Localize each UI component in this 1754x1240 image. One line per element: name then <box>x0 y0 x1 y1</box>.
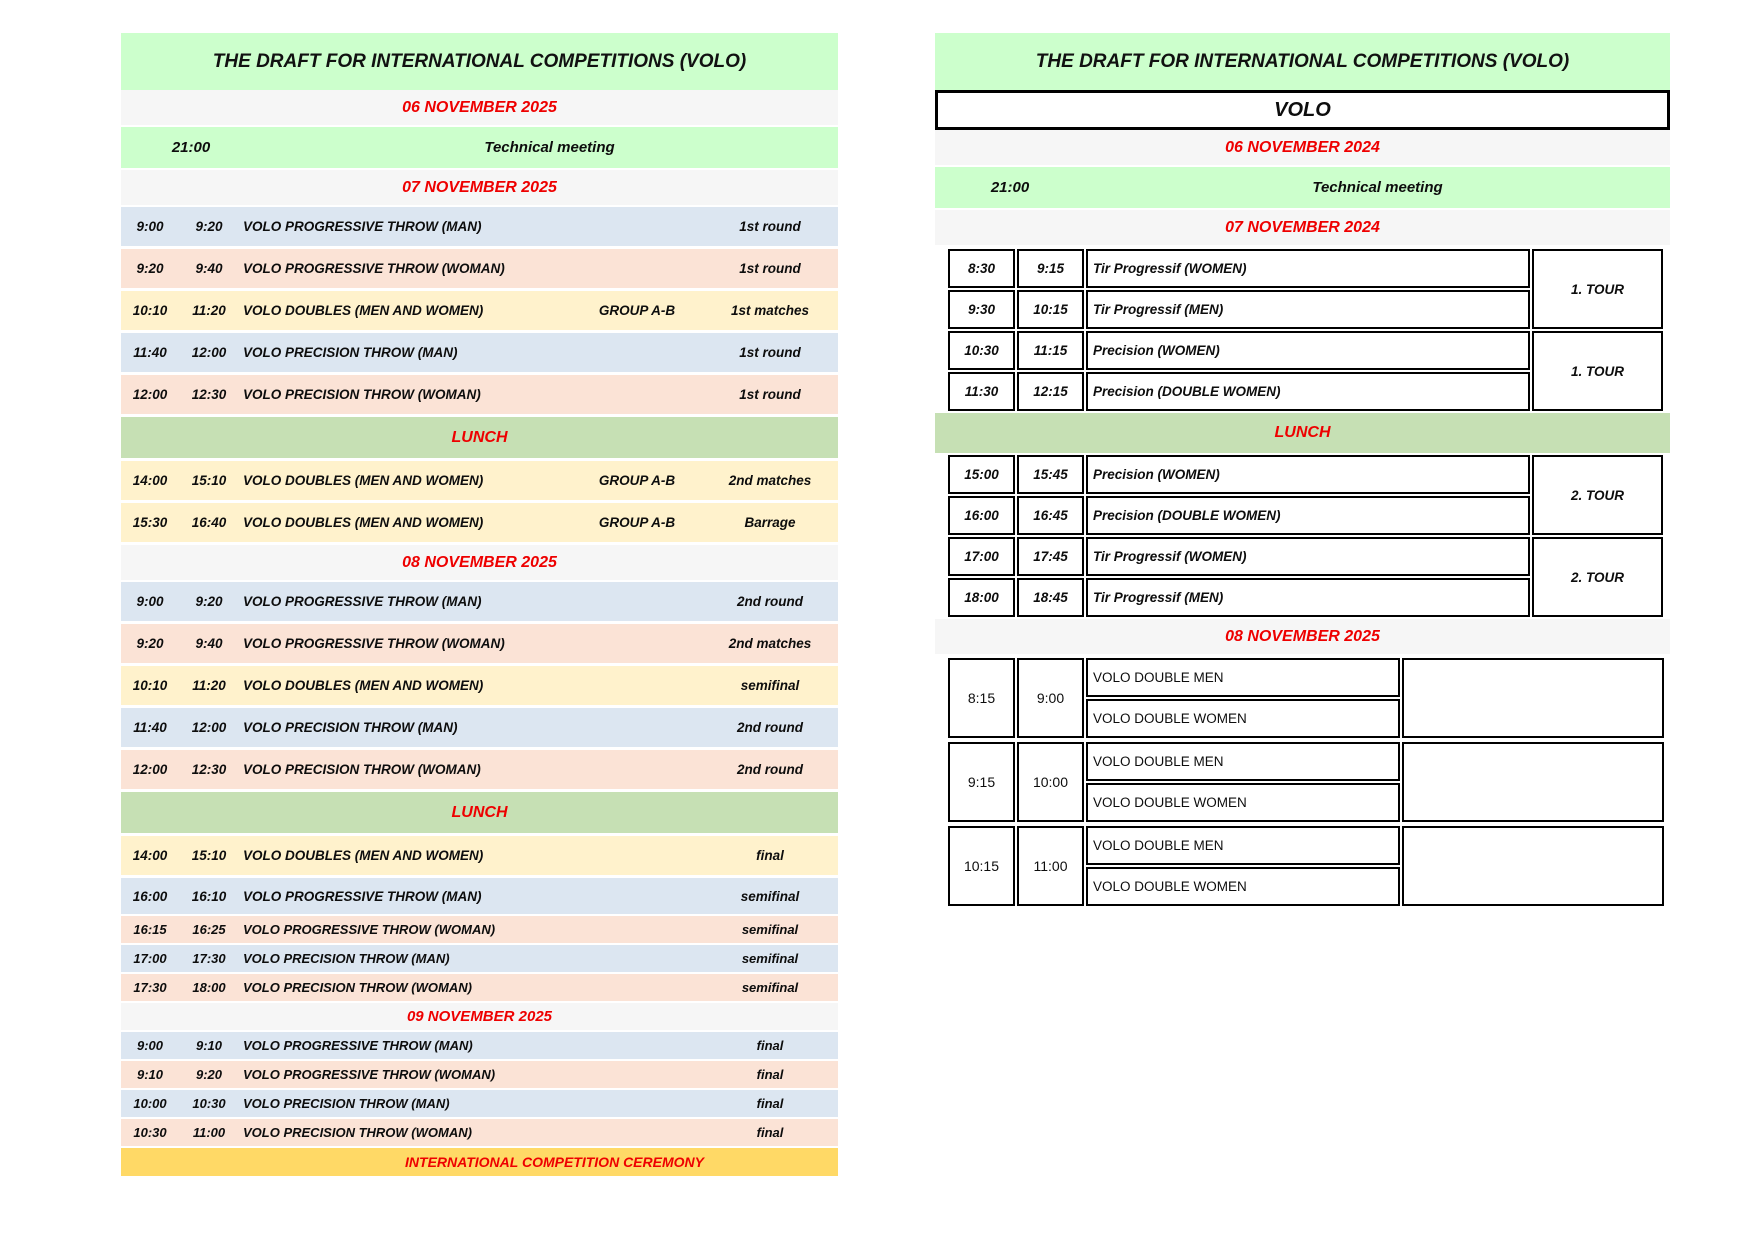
technical-meeting-row <box>935 167 1670 210</box>
end-time-cell: 10:00 <box>1017 742 1084 822</box>
schedule-row <box>121 624 838 666</box>
event-name-cell: VOLO PROGRESSIVE THROW (MAN) <box>243 219 482 234</box>
event-name-cell: VOLO PROGRESSIVE THROW (MAN) <box>243 888 482 904</box>
round-cell: semifinal <box>740 888 800 904</box>
schedule-row <box>121 333 838 375</box>
right-schedule-table <box>935 33 1670 908</box>
lunch-label: LUNCH <box>451 428 508 446</box>
end-time-cell: 9:20 <box>195 219 223 234</box>
schedule-row <box>121 1032 838 1061</box>
event-name-cell: VOLO DOUBLES (MEN AND WOMEN) <box>243 848 484 863</box>
event-name-cell: VOLO PRECISION THROW (WOMAN) <box>243 762 481 777</box>
event-name-cell: VOLO DOUBLE MEN <box>1086 742 1400 781</box>
date-header-row <box>935 130 1670 167</box>
end-time-cell: 10:30 <box>192 1096 226 1111</box>
right-table-title: THE DRAFT FOR INTERNATIONAL COMPETITIONS (VOLO) <box>935 33 1670 90</box>
event-name-cell: VOLO DOUBLES (MEN AND WOMEN) <box>243 473 484 488</box>
meeting-time: 21:00 <box>990 179 1030 196</box>
doubles-group-table <box>946 824 1666 908</box>
start-time-cell: 10:15 <box>948 826 1015 906</box>
round-cell: 2nd round <box>737 720 803 735</box>
start-time-cell: 17:30 <box>133 980 167 995</box>
round-cell: final <box>756 1038 784 1053</box>
start-time-cell: 17:00 <box>948 537 1015 576</box>
round-cell: final <box>756 1125 784 1140</box>
start-time-cell: 12:00 <box>132 762 168 777</box>
end-time-cell: 15:45 <box>1017 455 1084 494</box>
group-cell: GROUP A-B <box>598 473 676 488</box>
schedule-row <box>121 1119 838 1148</box>
round-cell: 2nd round <box>737 594 803 609</box>
schedule-row <box>121 945 838 974</box>
event-name-cell: VOLO DOUBLES (MEN AND WOMEN) <box>243 303 484 318</box>
schedule-row <box>121 750 838 792</box>
lunch-label: LUNCH <box>1274 424 1331 441</box>
group-cell: GROUP A-B <box>598 303 676 318</box>
volo-heading-box: VOLO <box>935 90 1670 130</box>
event-name-cell: VOLO DOUBLE WOMEN <box>1086 783 1400 822</box>
schedule-row <box>121 974 838 1003</box>
schedule-row <box>121 666 838 708</box>
event-name-cell: VOLO PRECISION THROW (WOMAN) <box>243 980 472 995</box>
event-name-cell: VOLO PRECISION THROW (MAN) <box>243 720 458 735</box>
end-time-cell: 9:40 <box>195 261 223 276</box>
end-time-cell: 16:45 <box>1017 496 1084 535</box>
schedule-row <box>121 878 838 916</box>
event-name-cell: VOLO DOUBLE MEN <box>1086 826 1400 865</box>
round-cell: semifinal <box>741 922 799 937</box>
tour-cell: 1. TOUR <box>1532 249 1663 329</box>
start-time-cell: 10:10 <box>132 678 168 693</box>
start-time-cell: 15:30 <box>132 515 168 530</box>
session-row <box>948 331 1663 370</box>
start-time-cell: 10:00 <box>133 1096 167 1111</box>
start-time-cell: 8:15 <box>948 658 1015 738</box>
start-time-cell: 11:30 <box>948 372 1015 411</box>
start-time-cell: 17:00 <box>133 951 167 966</box>
left-table-title: THE DRAFT FOR INTERNATIONAL COMPETITIONS (VOLO) <box>121 33 838 90</box>
doubles-row <box>948 826 1664 865</box>
event-name-cell: VOLO PROGRESSIVE THROW (WOMAN) <box>243 1067 496 1082</box>
date-label: 08 NOVEMBER 2025 <box>402 553 557 571</box>
start-time-cell: 9:20 <box>136 261 164 276</box>
start-time-cell: 9:15 <box>948 742 1015 822</box>
end-time-cell: 17:30 <box>192 951 226 966</box>
round-cell: 2nd matches <box>728 636 812 651</box>
event-name-cell: VOLO PRECISION THROW (MAN) <box>243 345 458 360</box>
event-name-cell: Precision (WOMEN) <box>1086 331 1530 370</box>
end-time-cell: 12:00 <box>191 345 227 360</box>
schedule-row <box>121 249 838 291</box>
start-time-cell: 10:10 <box>132 303 168 318</box>
date-label: 08 NOVEMBER 2025 <box>1225 627 1380 645</box>
round-cell: Barrage <box>744 515 796 530</box>
start-time-cell: 9:10 <box>136 1067 164 1082</box>
date-label: 07 NOVEMBER 2025 <box>402 178 557 196</box>
schedule-row <box>121 1090 838 1119</box>
end-time-cell: 9:10 <box>195 1038 223 1053</box>
doubles-row <box>948 742 1664 781</box>
event-name-cell: Tir Progressif (MEN) <box>1086 578 1530 617</box>
event-name-cell: VOLO PROGRESSIVE THROW (WOMAN) <box>243 922 496 937</box>
start-time-cell: 16:00 <box>132 888 168 904</box>
left-table-body <box>121 90 838 1176</box>
tour-cell: 2. TOUR <box>1532 455 1663 535</box>
date-header-row <box>121 170 838 207</box>
end-time-cell: 16:40 <box>191 515 227 530</box>
start-time-cell: 12:00 <box>132 387 168 402</box>
round-cell: final <box>756 1096 784 1111</box>
end-time-cell: 17:45 <box>1017 537 1084 576</box>
tour-cell: 1. TOUR <box>1532 331 1663 411</box>
start-time-cell: 16:00 <box>948 496 1015 535</box>
meeting-label: Technical meeting <box>484 139 615 156</box>
start-time-cell: 9:20 <box>136 636 164 651</box>
end-time-cell: 18:45 <box>1017 578 1084 617</box>
event-name-cell: Precision (DOUBLE WOMEN) <box>1086 372 1530 411</box>
round-cell: final <box>756 1067 784 1082</box>
round-cell: semifinal <box>741 951 799 966</box>
event-name-cell: VOLO PROGRESSIVE THROW (WOMAN) <box>243 636 505 651</box>
end-time-cell: 10:15 <box>1017 290 1084 329</box>
event-name-cell: VOLO PROGRESSIVE THROW (WOMAN) <box>243 261 505 276</box>
session-row <box>948 455 1663 494</box>
end-time-cell: 11:15 <box>1017 331 1084 370</box>
lunch-label: LUNCH <box>451 803 508 821</box>
empty-cell <box>1402 742 1664 822</box>
date-header-row <box>121 90 838 127</box>
end-time-cell: 12:30 <box>191 387 227 402</box>
event-name-cell: Tir Progressif (WOMEN) <box>1086 249 1530 288</box>
start-time-cell: 10:30 <box>133 1125 167 1140</box>
schedule-row <box>121 207 838 249</box>
start-time-cell: 9:00 <box>136 219 164 234</box>
end-time-cell: 12:00 <box>191 720 227 735</box>
round-cell: 1st round <box>739 261 801 276</box>
event-name-cell: Tir Progressif (MEN) <box>1086 290 1530 329</box>
start-time-cell: 18:00 <box>948 578 1015 617</box>
round-cell: 2nd round <box>737 762 803 777</box>
end-time-cell: 9:20 <box>195 594 223 609</box>
date-header-row <box>935 619 1670 656</box>
date-header-row <box>121 1003 838 1032</box>
event-name-cell: VOLO PRECISION THROW (MAN) <box>243 1096 450 1111</box>
meeting-time: 21:00 <box>171 139 211 156</box>
date-label: 07 NOVEMBER 2024 <box>1225 218 1380 236</box>
event-name-cell: VOLO DOUBLE WOMEN <box>1086 699 1400 738</box>
start-time-cell: 11:40 <box>133 720 167 735</box>
schedule-row <box>121 291 838 333</box>
doubles-section <box>935 656 1670 908</box>
start-time-cell: 8:30 <box>948 249 1015 288</box>
event-name-cell: VOLO PROGRESSIVE THROW (MAN) <box>243 594 482 609</box>
start-time-cell: 9:00 <box>136 594 164 609</box>
technical-meeting-row <box>121 127 838 170</box>
end-time-cell: 12:15 <box>1017 372 1084 411</box>
date-label: 06 NOVEMBER 2025 <box>402 98 557 116</box>
start-time-cell: 15:00 <box>948 455 1015 494</box>
session-2-table <box>946 453 1665 619</box>
end-time-cell: 9:20 <box>195 1067 223 1082</box>
event-name-cell: VOLO PRECISION THROW (WOMAN) <box>243 1125 472 1140</box>
event-name-cell: VOLO DOUBLES (MEN AND WOMEN) <box>243 678 484 693</box>
event-name-cell: Tir Progressif (WOMEN) <box>1086 537 1530 576</box>
end-time-cell: 16:25 <box>192 922 226 937</box>
lunch-row <box>121 417 838 461</box>
end-time-cell: 12:30 <box>191 762 227 777</box>
end-time-cell: 16:10 <box>191 888 227 904</box>
meeting-label: Technical meeting <box>1312 179 1443 196</box>
ceremony-row <box>121 1148 838 1176</box>
tour-cell: 2. TOUR <box>1532 537 1663 617</box>
start-time-cell: 14:00 <box>132 473 168 488</box>
end-time-cell: 9:00 <box>1017 658 1084 738</box>
end-time-cell: 15:10 <box>191 473 227 488</box>
date-label: 06 NOVEMBER 2024 <box>1225 138 1380 156</box>
schedule-row <box>121 836 838 878</box>
start-time-cell: 14:00 <box>132 848 168 863</box>
empty-cell <box>1402 658 1664 738</box>
event-name-cell: VOLO DOUBLES (MEN AND WOMEN) <box>243 515 484 530</box>
end-time-cell: 15:10 <box>191 848 227 863</box>
event-name-cell: VOLO PRECISION THROW (MAN) <box>243 951 450 966</box>
start-time-cell: 9:30 <box>948 290 1015 329</box>
round-cell: 1st round <box>739 345 801 360</box>
lunch-row <box>121 792 838 836</box>
end-time-cell: 11:20 <box>192 678 226 693</box>
start-time-cell: 9:00 <box>136 1038 164 1053</box>
event-name-cell: VOLO DOUBLE MEN <box>1086 658 1400 697</box>
schedule-row <box>121 708 838 750</box>
lunch-row <box>935 413 1670 453</box>
schedule-row <box>121 461 838 503</box>
round-cell: 2nd matches <box>728 473 812 488</box>
doubles-row <box>948 658 1664 697</box>
ceremony-label: INTERNATIONAL COMPETITION CEREMONY <box>405 1154 704 1170</box>
session-1-table <box>946 247 1665 413</box>
end-time-cell: 18:00 <box>192 980 226 995</box>
event-name-cell: VOLO DOUBLE WOMEN <box>1086 867 1400 906</box>
doubles-group-table <box>946 656 1666 740</box>
schedule-row <box>121 1061 838 1090</box>
event-name-cell: VOLO PRECISION THROW (WOMAN) <box>243 387 481 402</box>
left-schedule-table <box>121 33 838 1176</box>
session-row <box>948 537 1663 576</box>
empty-cell <box>1402 826 1664 906</box>
date-label: 09 NOVEMBER 2025 <box>406 1008 553 1025</box>
date-header-row <box>121 545 838 582</box>
event-name-cell: Precision (WOMEN) <box>1086 455 1530 494</box>
start-time-cell: 16:15 <box>133 922 167 937</box>
event-name-cell: Precision (DOUBLE WOMEN) <box>1086 496 1530 535</box>
end-time-cell: 11:00 <box>1017 826 1084 906</box>
group-cell: GROUP A-B <box>598 515 676 530</box>
round-cell: semifinal <box>740 678 800 693</box>
start-time-cell: 11:40 <box>133 345 167 360</box>
doubles-group-table <box>946 740 1666 824</box>
round-cell: 1st matches <box>730 303 810 318</box>
schedule-row <box>121 916 838 945</box>
end-time-cell: 11:20 <box>192 303 226 318</box>
start-time-cell: 10:30 <box>948 331 1015 370</box>
schedule-row <box>121 503 838 545</box>
end-time-cell: 9:40 <box>195 636 223 651</box>
round-cell: 1st round <box>739 387 801 402</box>
round-cell: semifinal <box>741 980 799 995</box>
session-row <box>948 249 1663 288</box>
schedule-row <box>121 582 838 624</box>
round-cell: final <box>756 848 784 863</box>
event-name-cell: VOLO PROGRESSIVE THROW (MAN) <box>243 1038 473 1053</box>
end-time-cell: 9:15 <box>1017 249 1084 288</box>
round-cell: 1st round <box>739 219 801 234</box>
date-header-row <box>935 210 1670 247</box>
schedule-row <box>121 375 838 417</box>
end-time-cell: 11:00 <box>192 1125 226 1140</box>
